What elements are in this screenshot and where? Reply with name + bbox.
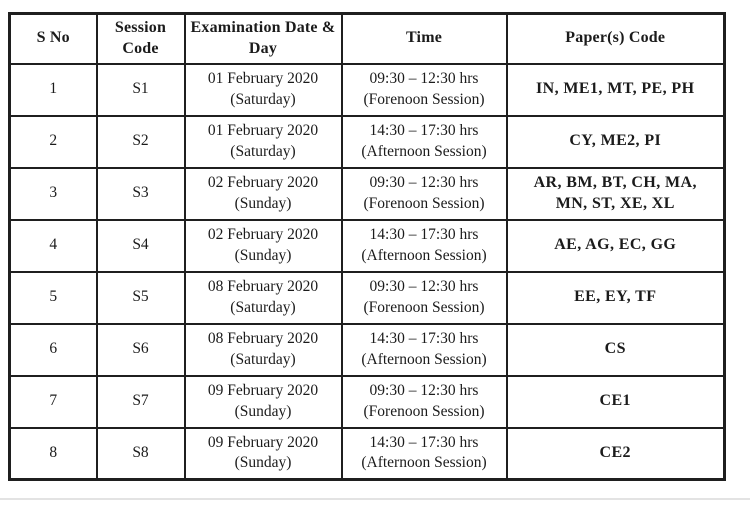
- session-name-text: (Forenoon Session): [363, 298, 485, 316]
- exam-date-text: 02 February 2020: [207, 174, 319, 192]
- header-session-code: Session Code: [97, 14, 185, 64]
- papers-text: AR, BM, BT, CH, MA,: [533, 173, 697, 191]
- s-no-cell: 3: [10, 168, 97, 220]
- s-no-cell: 4: [10, 220, 97, 272]
- s-no-cell: 8: [10, 428, 97, 480]
- exam-date-cell: [185, 116, 342, 168]
- papers-text: CE2: [599, 443, 631, 461]
- time-range-text: 14:30 – 17:30 hrs: [369, 330, 479, 348]
- time-range-text: 09:30 – 12:30 hrs: [369, 174, 479, 192]
- s-no-cell: 2: [10, 116, 97, 168]
- exam-date-cell: [185, 324, 342, 376]
- table-row: [10, 220, 725, 272]
- exam-date-cell: [185, 428, 342, 480]
- exam-date-text: 09 February 2020: [207, 434, 319, 452]
- exam-day-text: (Saturday): [230, 350, 296, 368]
- session-code-cell: S3: [97, 168, 185, 220]
- session-code-cell: S7: [97, 376, 185, 428]
- exam-day-text: (Sunday): [234, 246, 292, 264]
- table-row: [10, 324, 725, 376]
- papers-code-cell: [507, 64, 725, 116]
- time-range-text: 14:30 – 17:30 hrs: [369, 122, 479, 140]
- papers-code-cell: [507, 428, 725, 480]
- table-row: [10, 376, 725, 428]
- session-code-cell: S4: [97, 220, 185, 272]
- papers-code-cell: [507, 116, 725, 168]
- exam-date-cell: [185, 220, 342, 272]
- papers-code-cell: [507, 324, 725, 376]
- s-no-cell: 6: [10, 324, 97, 376]
- time-cell: [342, 272, 507, 324]
- time-cell: [342, 116, 507, 168]
- session-name-text: (Forenoon Session): [363, 402, 485, 420]
- exam-day-text: (Saturday): [230, 142, 296, 160]
- exam-date-text: 01 February 2020: [207, 122, 319, 140]
- exam-day-text: (Saturday): [230, 298, 296, 316]
- session-code-cell: S2: [97, 116, 185, 168]
- table-row: [10, 428, 725, 480]
- papers-text: MN, ST, XE, XL: [555, 194, 675, 212]
- exam-date-cell: [185, 64, 342, 116]
- table-row: [10, 64, 725, 116]
- exam-day-text: (Saturday): [230, 90, 296, 108]
- papers-code-cell: [507, 220, 725, 272]
- papers-text: CS: [604, 340, 626, 358]
- time-cell: [342, 220, 507, 272]
- time-cell: [342, 168, 507, 220]
- session-code-cell: S5: [97, 272, 185, 324]
- papers-text: CE1: [599, 392, 631, 410]
- papers-code-cell: [507, 168, 725, 220]
- session-name-text: (Afternoon Session): [361, 142, 487, 160]
- header-time: Time: [342, 14, 507, 64]
- exam-date-text: 09 February 2020: [207, 382, 319, 400]
- time-cell: [342, 376, 507, 428]
- session-code-cell: S8: [97, 428, 185, 480]
- table-row: [10, 116, 725, 168]
- table-row: [10, 168, 725, 220]
- papers-text: IN, ME1, MT, PE, PH: [536, 80, 695, 98]
- time-range-text: 09:30 – 12:30 hrs: [369, 278, 479, 296]
- time-cell: [342, 64, 507, 116]
- papers-code-cell: [507, 272, 725, 324]
- header-papers-code: Paper(s) Code: [507, 14, 725, 64]
- exam-day-text: (Sunday): [234, 194, 292, 212]
- s-no-cell: 1: [10, 64, 97, 116]
- time-range-text: 14:30 – 17:30 hrs: [369, 434, 479, 452]
- s-no-cell: 7: [10, 376, 97, 428]
- table-row: [10, 272, 725, 324]
- scan-artifact-line: [0, 498, 750, 500]
- session-code-cell: S1: [97, 64, 185, 116]
- papers-text: EE, EY, TF: [574, 288, 657, 306]
- session-name-text: (Afternoon Session): [361, 246, 487, 264]
- time-cell: [342, 428, 507, 480]
- session-name-text: (Afternoon Session): [361, 454, 487, 472]
- time-range-text: 09:30 – 12:30 hrs: [369, 382, 479, 400]
- exam-date-text: 08 February 2020: [207, 330, 319, 348]
- exam-date-text: 01 February 2020: [207, 70, 319, 88]
- papers-text: CY, ME2, PI: [569, 132, 662, 150]
- exam-date-cell: [185, 376, 342, 428]
- exam-date-text: 08 February 2020: [207, 278, 319, 296]
- exam-day-text: (Sunday): [234, 454, 292, 472]
- exam-schedule-table: [8, 12, 726, 481]
- session-name-text: (Forenoon Session): [363, 194, 485, 212]
- header-s-no: S No: [10, 14, 97, 64]
- s-no-cell: 5: [10, 272, 97, 324]
- exam-day-text: (Sunday): [234, 402, 292, 420]
- session-name-text: (Forenoon Session): [363, 90, 485, 108]
- time-cell: [342, 324, 507, 376]
- exam-date-text: 02 February 2020: [207, 226, 319, 244]
- header-row: [10, 14, 725, 64]
- time-range-text: 09:30 – 12:30 hrs: [369, 70, 479, 88]
- exam-date-cell: [185, 168, 342, 220]
- session-code-cell: S6: [97, 324, 185, 376]
- session-name-text: (Afternoon Session): [361, 350, 487, 368]
- time-range-text: 14:30 – 17:30 hrs: [369, 226, 479, 244]
- papers-text: AE, AG, EC, GG: [554, 236, 677, 254]
- header-exam-date: Examination Date & Day: [185, 14, 342, 64]
- exam-date-cell: [185, 272, 342, 324]
- papers-code-cell: [507, 376, 725, 428]
